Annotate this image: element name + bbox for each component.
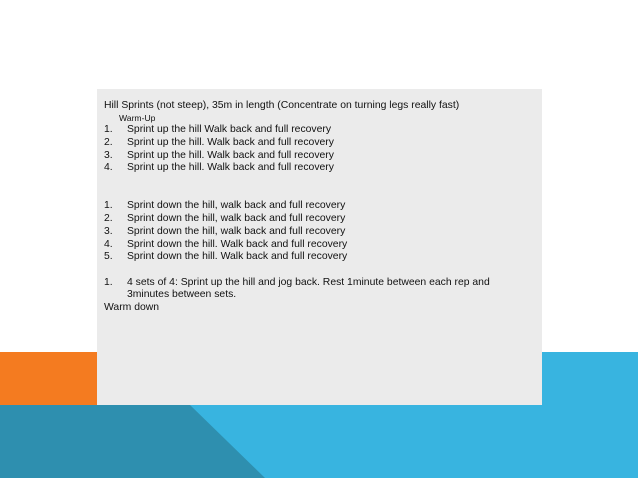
item-text: Sprint up the hill. Walk back and full recovery [127,136,334,148]
list-item [104,200,534,213]
item-number: 2. [104,136,113,148]
item-number: 4. [104,162,113,174]
item-text: Sprint down the hill. Walk back and full recovery [127,238,348,250]
spacer [104,188,534,201]
sets-list [104,277,534,302]
item-text: Sprint up the hill Walk back and full recovery [127,124,332,136]
spacer [104,175,534,188]
uphill-list [104,124,534,175]
slide-title: Hill Sprints (not steep), 35m in length (Concentrate on turning legs really fast) [104,100,460,111]
list-item [104,150,534,163]
list-item [104,239,534,252]
item-text: 4 sets of 4: Sprint up the hill and jog back. Rest 1minute between each rep and 3minutes between sets. [127,276,490,301]
list-item [104,162,534,175]
item-text: Sprint down the hill, walk back and full recovery [127,225,346,237]
item-text: Sprint down the hill. Walk back and full recovery [127,251,348,263]
item-number: 1. [104,200,113,212]
warm-down-label: Warm down [104,302,160,313]
item-number: 1. [104,124,113,136]
slide-subtitle: Warm-Up [119,112,156,123]
downhill-list [104,200,534,264]
item-number: 3. [104,225,113,237]
item-text: Sprint up the hill. Walk back and full recovery [127,149,334,161]
list-item [104,213,534,226]
item-number: 4. [104,238,113,250]
item-number: 2. [104,213,113,225]
list-item [104,251,534,264]
item-number: 3. [104,149,113,161]
item-text: Sprint down the hill, walk back and full recovery [127,200,346,212]
list-item [104,226,534,239]
item-text: Sprint up the hill. Walk back and full recovery [127,162,334,174]
list-item [104,124,534,137]
spacer [104,264,534,277]
slide-content [104,100,534,315]
item-number: 1. [104,276,113,288]
list-item [104,277,534,302]
list-item [104,137,534,150]
item-text: Sprint down the hill, walk back and full recovery [127,213,346,225]
item-number: 5. [104,251,113,263]
